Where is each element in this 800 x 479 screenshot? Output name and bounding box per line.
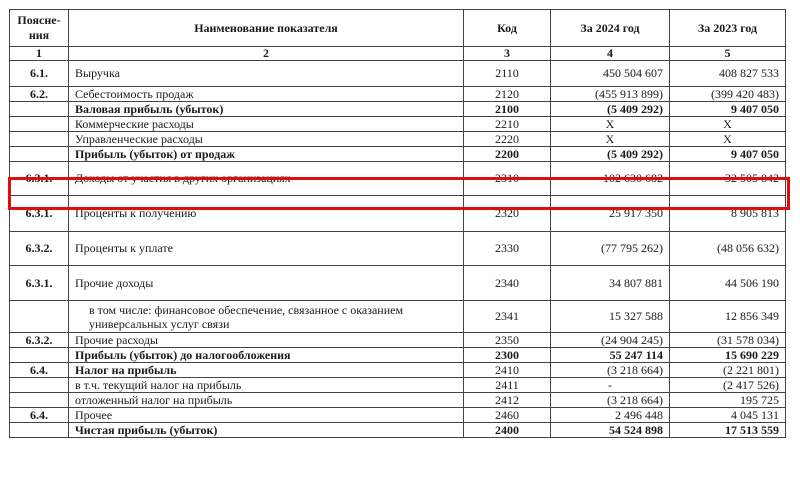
financial-results-table xyxy=(9,9,786,438)
value-2023: (2 417 526) xyxy=(670,378,786,393)
indicator-name: Прибыль (убыток) до налогообложения xyxy=(69,348,464,363)
code-cell: 2310 xyxy=(464,162,551,196)
note-cell xyxy=(10,147,69,162)
column-index-row xyxy=(10,47,786,61)
note-cell xyxy=(10,117,69,132)
indicator-name: в т.ч. текущий налог на прибыль xyxy=(69,378,464,393)
year-2024-column-header: За 2024 год xyxy=(551,10,670,47)
value-2023: (2 221 801) xyxy=(670,363,786,378)
value-2023: 408 827 533 xyxy=(670,61,786,87)
table-row xyxy=(10,117,786,132)
code-cell: 2460 xyxy=(464,408,551,423)
note-cell xyxy=(10,102,69,117)
value-2023: 15 690 229 xyxy=(670,348,786,363)
code-cell: 2320 xyxy=(464,196,551,232)
code-cell: 2412 xyxy=(464,393,551,408)
note-cell: 6.4. xyxy=(10,408,69,423)
note-cell: 6.4. xyxy=(10,363,69,378)
table-row xyxy=(10,378,786,393)
note-cell: 6.3.1. xyxy=(10,196,69,232)
value-2024: - xyxy=(551,378,670,393)
table-row xyxy=(10,348,786,363)
header-row xyxy=(10,10,786,47)
value-2024: (77 795 262) xyxy=(551,232,670,266)
indicator-name: Выручка xyxy=(69,61,464,87)
table-row-highlighted xyxy=(10,162,786,196)
note-cell xyxy=(10,423,69,438)
value-2024: 55 247 114 xyxy=(551,348,670,363)
indicator-name: Прибыль (убыток) от продаж xyxy=(69,147,464,162)
code-column-header: Код xyxy=(464,10,551,47)
code-cell: 2300 xyxy=(464,348,551,363)
value-2024: 25 917 350 xyxy=(551,196,670,232)
indicator-name: Прочие доходы xyxy=(69,266,464,301)
value-2023: (48 056 632) xyxy=(670,232,786,266)
indicator-name: Прочие расходы xyxy=(69,333,464,348)
note-column-header: Поясне-ния xyxy=(10,10,69,47)
code-cell: 2200 xyxy=(464,147,551,162)
note-cell: 6.3.2. xyxy=(10,333,69,348)
code-cell: 2100 xyxy=(464,102,551,117)
column-index: 2 xyxy=(69,47,464,61)
table-row-subitem xyxy=(10,301,786,333)
value-2024: (455 913 899) xyxy=(551,87,670,102)
note-cell xyxy=(10,348,69,363)
value-2023: 9 407 050 xyxy=(670,147,786,162)
value-2023: X xyxy=(670,117,786,132)
indicator-name: Чистая прибыль (убыток) xyxy=(69,423,464,438)
table-row xyxy=(10,333,786,348)
note-cell xyxy=(10,378,69,393)
value-2024: (3 218 664) xyxy=(551,393,670,408)
indicator-name: в том числе: финансовое обеспечение, связанное с оказанием универсальных услуг связи xyxy=(69,301,464,333)
indicator-name: Проценты к уплате xyxy=(69,232,464,266)
value-2023: 17 513 559 xyxy=(670,423,786,438)
value-2024: 15 327 588 xyxy=(551,301,670,333)
column-index: 3 xyxy=(464,47,551,61)
indicator-name: отложенный налог на прибыль xyxy=(69,393,464,408)
note-cell: 6.2. xyxy=(10,87,69,102)
value-2024: (5 409 292) xyxy=(551,147,670,162)
value-2024: (3 218 664) xyxy=(551,363,670,378)
code-cell: 2400 xyxy=(464,423,551,438)
code-cell: 2220 xyxy=(464,132,551,147)
value-2023: 44 506 190 xyxy=(670,266,786,301)
value-2024: X xyxy=(551,117,670,132)
value-2023: 4 045 131 xyxy=(670,408,786,423)
value-2023: 12 856 349 xyxy=(670,301,786,333)
code-cell: 2341 xyxy=(464,301,551,333)
indicator-name: Управленческие расходы xyxy=(69,132,464,147)
column-index: 1 xyxy=(10,47,69,61)
code-cell: 2120 xyxy=(464,87,551,102)
table-row xyxy=(10,408,786,423)
code-cell: 2330 xyxy=(464,232,551,266)
table-row-net-profit xyxy=(10,423,786,438)
table-row-revenue xyxy=(10,61,786,87)
value-2023: (399 420 483) xyxy=(670,87,786,102)
value-2023: 32 505 842 xyxy=(670,162,786,196)
value-2023: 195 725 xyxy=(670,393,786,408)
note-cell: 6.1. xyxy=(10,61,69,87)
value-2024: (24 904 245) xyxy=(551,333,670,348)
value-2023: 9 407 050 xyxy=(670,102,786,117)
value-2024: 2 496 448 xyxy=(551,408,670,423)
table-row xyxy=(10,266,786,301)
value-2024: 34 807 881 xyxy=(551,266,670,301)
indicator-name: Коммерческие расходы xyxy=(69,117,464,132)
code-cell: 2350 xyxy=(464,333,551,348)
value-2024: 102 630 682 xyxy=(551,162,670,196)
value-2024: 54 524 898 xyxy=(551,423,670,438)
value-2023: (31 578 034) xyxy=(670,333,786,348)
note-cell: 6.3.1. xyxy=(10,162,69,196)
value-2023: 8 905 813 xyxy=(670,196,786,232)
note-cell: 6.3.1. xyxy=(10,266,69,301)
note-cell xyxy=(10,132,69,147)
table-row xyxy=(10,147,786,162)
code-cell: 2110 xyxy=(464,61,551,87)
table-row xyxy=(10,393,786,408)
note-cell xyxy=(10,301,69,333)
column-index: 4 xyxy=(551,47,670,61)
code-cell: 2340 xyxy=(464,266,551,301)
value-2024: 450 504 607 xyxy=(551,61,670,87)
table-row xyxy=(10,363,786,378)
code-cell: 2411 xyxy=(464,378,551,393)
indicator-name: Доходы от участия в других организациях xyxy=(69,162,464,196)
name-column-header: Наименование показателя xyxy=(69,10,464,47)
note-cell: 6.3.2. xyxy=(10,232,69,266)
column-index: 5 xyxy=(670,47,786,61)
value-2024: (5 409 292) xyxy=(551,102,670,117)
table-row xyxy=(10,196,786,232)
table-row xyxy=(10,232,786,266)
note-cell xyxy=(10,393,69,408)
table-row xyxy=(10,87,786,102)
indicator-name: Проценты к получению xyxy=(69,196,464,232)
code-cell: 2410 xyxy=(464,363,551,378)
year-2023-column-header: За 2023 год xyxy=(670,10,786,47)
value-2023: X xyxy=(670,132,786,147)
value-2024: X xyxy=(551,132,670,147)
code-cell: 2210 xyxy=(464,117,551,132)
indicator-name: Валовая прибыль (убыток) xyxy=(69,102,464,117)
indicator-name: Прочее xyxy=(69,408,464,423)
indicator-name: Налог на прибыль xyxy=(69,363,464,378)
indicator-name: Себестоимость продаж xyxy=(69,87,464,102)
table-row xyxy=(10,102,786,117)
table-row xyxy=(10,132,786,147)
